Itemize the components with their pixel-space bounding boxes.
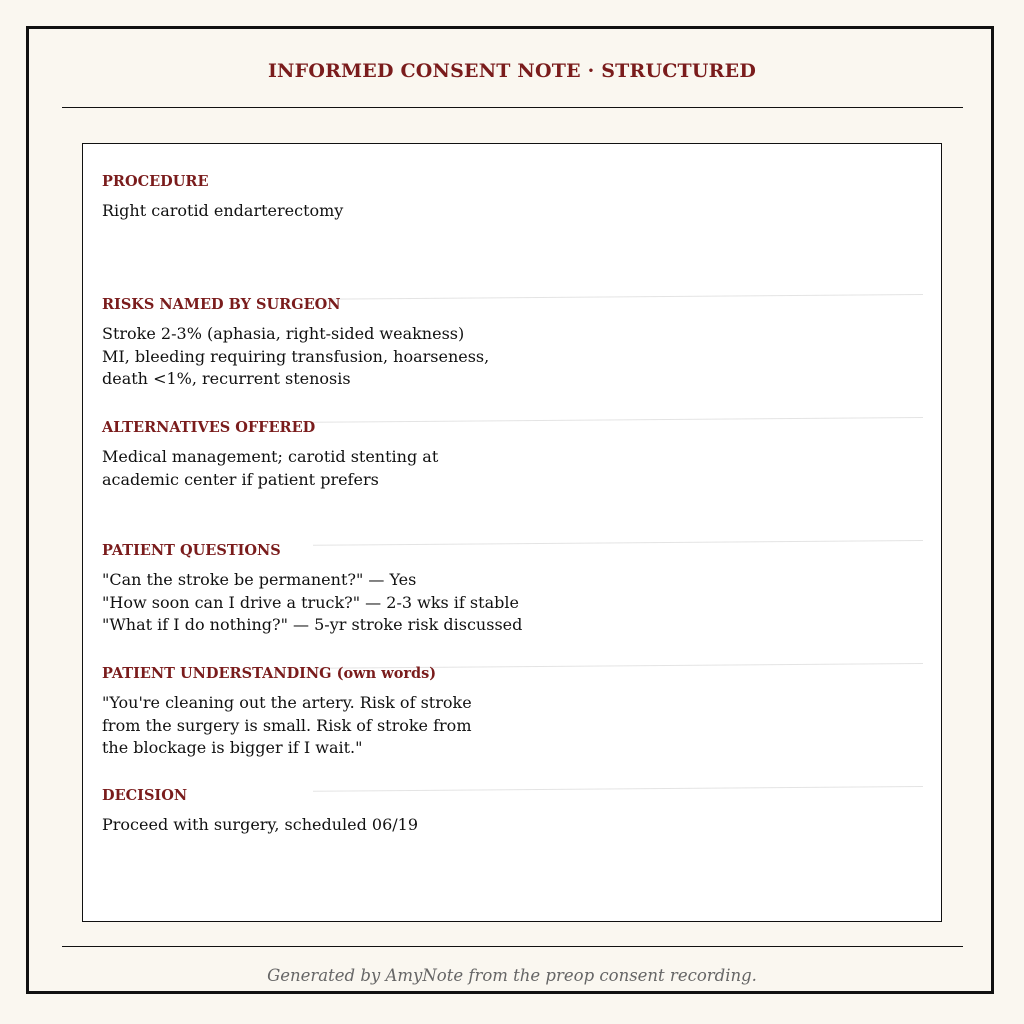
decision-text: Proceed with surgery, scheduled 06/19 — [102, 815, 419, 834]
footer-divider — [62, 946, 963, 947]
header-divider — [62, 107, 963, 108]
risks-section — [102, 296, 922, 391]
decision-label: DECISION — [102, 787, 188, 804]
consent-note-card — [82, 143, 942, 922]
patient-questions-section — [102, 542, 922, 637]
procedure-label: PROCEDURE — [102, 173, 209, 190]
patient-questions-label: PATIENT QUESTIONS — [102, 542, 281, 559]
alternatives-section — [102, 419, 922, 491]
patient-understanding-text: "You're cleaning out the artery. Risk of stroke from the surgery is small. Risk of stroke from the blockage is bigger if I wait." — [102, 693, 472, 757]
procedure-section — [102, 173, 922, 223]
decision-section — [102, 787, 922, 837]
patient-understanding-label: PATIENT UNDERSTANDING (own words) — [102, 665, 437, 682]
footer-note: Generated by AmyNote from the preop consent recording. — [267, 966, 757, 985]
risks-label: RISKS NAMED BY SURGEON — [102, 296, 341, 313]
alternatives-label: ALTERNATIVES OFFERED — [102, 419, 316, 436]
patient-questions-text: "Can the stroke be permanent?" — Yes "How soon can I drive a truck?" — 2-3 wks if stable "What if I do nothing?" — 5-yr stroke risk discussed — [102, 570, 523, 634]
patient-understanding-section — [102, 665, 922, 760]
procedure-text: Right carotid endarterectomy — [102, 201, 344, 220]
risks-text: Stroke 2-3% (aphasia, right-sided weakness) MI, bleeding requiring transfusion, hoarseness, death <1%, recurrent stenosis — [102, 324, 490, 388]
page-title: INFORMED CONSENT NOTE · STRUCTURED — [267, 60, 757, 82]
alternatives-text: Medical management; carotid stenting at academic center if patient prefers — [102, 447, 439, 489]
